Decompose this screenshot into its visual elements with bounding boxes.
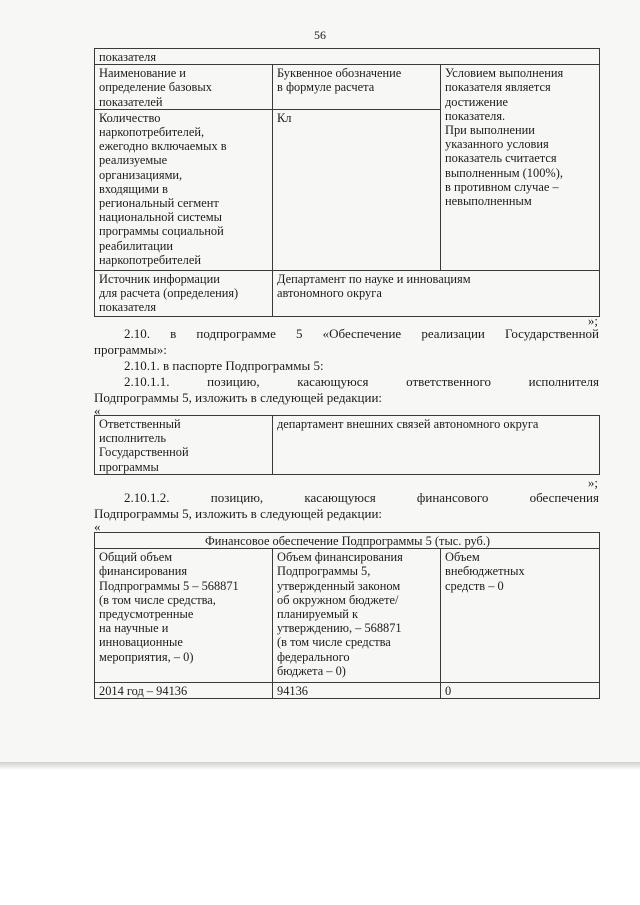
- table-caption: Финансовое обеспечение Подпрограммы 5 (тыс. руб.): [95, 533, 600, 549]
- table-row: [95, 533, 600, 549]
- table-cell: департамент внешних связей автономного округа: [273, 416, 600, 475]
- indicator-table: [94, 48, 600, 317]
- paragraph-2-10: 2.10. в подпрограмме 5 «Обеспечение реализации Государственной: [124, 326, 599, 341]
- table-cell: Общий объем финансирования Подпрограммы 5 – 568871 (в том числе средства, предусмотренные на научные и инновационные мероприятия, – 0): [95, 549, 273, 683]
- table-row: [95, 65, 600, 110]
- opening-quote: «: [94, 519, 101, 534]
- opening-quote: «: [94, 403, 101, 418]
- paragraph-2-10-1-2: 2.10.1.2. позицию, касающуюся финансового обеспечения: [124, 490, 599, 505]
- table-cell-formula-symbol: Кл: [273, 109, 441, 270]
- table-row: [95, 49, 600, 65]
- paragraph-2-10-1-2-continued: Подпрограммы 5, изложить в следующей редакции:: [94, 506, 383, 521]
- paragraph-2-10-1-1: 2.10.1.1. позицию, касающуюся ответственного исполнителя: [124, 374, 599, 389]
- table-cell: Объем внебюджетных средств – 0: [441, 549, 600, 683]
- table-row: [95, 416, 600, 475]
- table-cell: 94136: [273, 683, 441, 699]
- table-cell: 2014 год – 94136: [95, 683, 273, 699]
- table-cell-condition: Условием выполнения показателя является достижение показателя. При выполнении указанного условия показатель считается выполненным (100%), в противном случае – невыполненным: [441, 65, 600, 271]
- paragraph-2-10-continued: программы»:: [94, 342, 167, 357]
- table-cell: 0: [441, 683, 600, 699]
- closing-quote: »;: [587, 475, 598, 490]
- table-row: [95, 270, 600, 316]
- table-row: [95, 683, 600, 699]
- closing-quote: »;: [587, 313, 598, 328]
- table-cell: Департамент по науке и инновациям автономного округа: [273, 270, 600, 316]
- paragraph-2-10-1-1-continued: Подпрограммы 5, изложить в следующей редакции:: [94, 390, 383, 405]
- table-cell: Объем финансирования Подпрограммы 5, утвержденный законом об окружном бюджете/ планируемый к утверждению, – 568871 (в том числе средства федерального бюджета – 0): [273, 549, 441, 683]
- page-edge-shadow: [0, 762, 640, 770]
- financing-table: [94, 532, 600, 699]
- paragraph-2-10-1: 2.10.1. в паспорте Подпрограммы 5:: [124, 358, 324, 373]
- table-cell: Буквенное обозначение в формуле расчета: [273, 65, 441, 110]
- responsible-executor-table: [94, 415, 600, 475]
- table-cell: Количество наркопотребителей, ежегодно включаемых в реализуемые организациями, входящими в региональный сегмент национальной системы программы социальной реабилитации наркопотребителей: [95, 109, 273, 270]
- table-cell-continued-header: показателя: [95, 49, 600, 65]
- table-cell: Наименование и определение базовых показателей: [95, 65, 273, 110]
- page-number: 56: [314, 28, 326, 42]
- table-row: [95, 549, 600, 683]
- table-cell: Ответственный исполнитель Государственной программы: [95, 416, 273, 475]
- table-cell: Источник информации для расчета (определения) показателя: [95, 270, 273, 316]
